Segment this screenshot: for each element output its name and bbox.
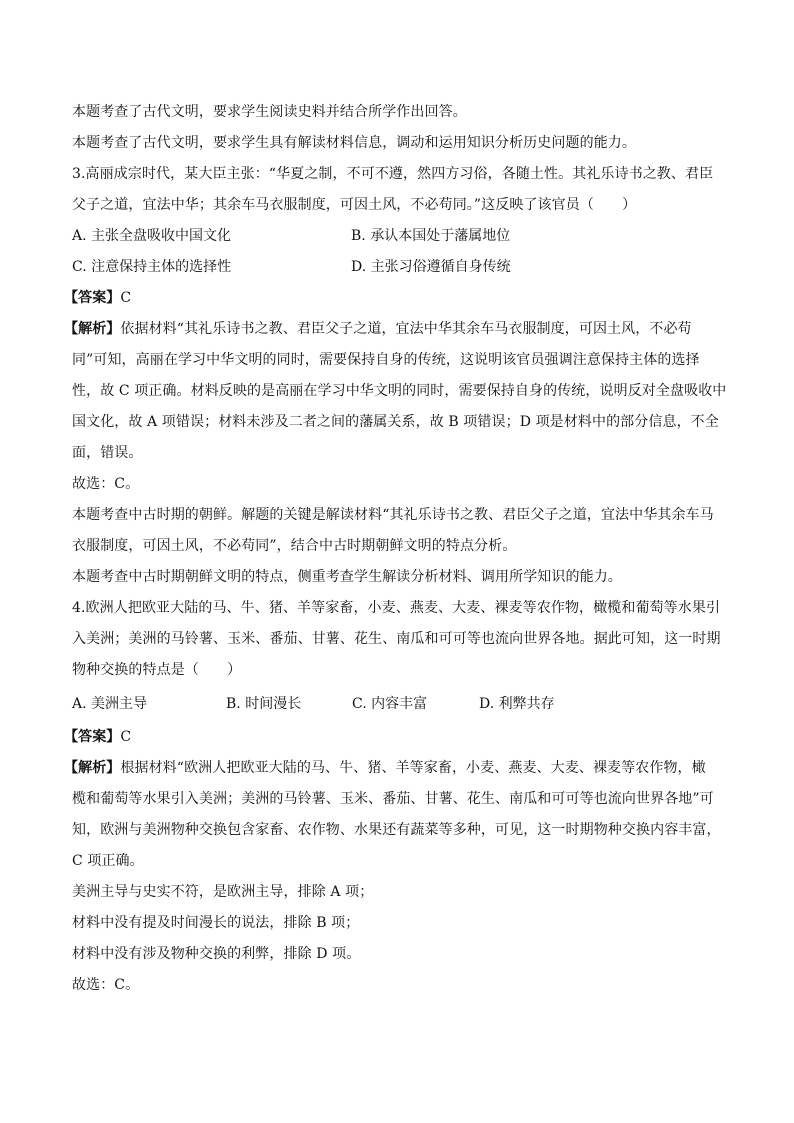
q4-stem-line-2: 入美洲；美洲的马铃薯、玉米、番茄、甘薯、花生、南瓜和可可等也流向世界各地。据此可知，这一时期 xyxy=(72,631,721,647)
answer-value: C xyxy=(120,290,132,306)
q4-exclude-line-2: 材料中没有提及时间漫长的说法，排除 B 项； xyxy=(72,915,360,931)
q4-analysis-line-4: C 项正确。 xyxy=(72,853,144,869)
intro-ability-line: 本题考查了古代文明，要求学生具有解读材料信息，调动和运用知识分析历史问题的能力。 xyxy=(72,135,636,151)
q3-option-a: A. 主张全盘吸收中国文化 xyxy=(72,228,232,244)
intro-summary-line: 本题考查了古代文明，要求学生阅读史料并结合所学作出回答。 xyxy=(72,104,467,120)
q4-analysis-line-1 xyxy=(64,759,738,777)
q3-choose: 故选：C。 xyxy=(72,476,140,492)
q4-analysis-line-3: 知，欧洲与美洲物种交换包含家畜、农作物、水果还有蔬菜等多种，可见，这一时期物种交换内容丰富， xyxy=(72,822,721,838)
q4-stem-line-1: 4.欧洲人把欧亚大陆的马、牛、猪、羊等家畜，小麦、燕麦、大麦、裸麦等农作物，橄榄和葡萄等水果引 xyxy=(72,600,721,616)
q3-answer xyxy=(64,289,738,307)
q4-choose: 故选：C。 xyxy=(72,977,140,993)
q4-stem-line-3: 物种交换的特点是（ ） xyxy=(72,662,242,678)
q4-exclude-line-1: 美洲主导与史实不符，是欧洲主导，排除 A 项； xyxy=(72,884,374,900)
q3-analysis-line-2: 同”可知，高丽在学习中华文明的同时，需要保持自身的传统，这说明该官员强调注意保持主体的选择 xyxy=(72,352,700,368)
analysis-text: 依据材料“其礼乐诗书之教、君臣父子之道，宜法中华其余车马衣服制度，可因土风，不必苟 xyxy=(120,321,692,337)
q3-analysis-line-5: 面，错误。 xyxy=(72,445,143,461)
analysis-tag: 【解析】 xyxy=(64,321,121,337)
q3-option-c: C. 注意保持主体的选择性 xyxy=(72,259,232,275)
q4-option-d: D. 利弊共存 xyxy=(479,696,555,712)
q3-note-line-3: 本题考查中古时期朝鲜文明的特点，侧重考查学生解读分析材料、调用所学知识的能力。 xyxy=(72,569,622,585)
q3-note-line-2: 衣服制度，可因土风，不必苟同”，结合中古时期朝鲜文明的特点分析。 xyxy=(72,538,517,554)
q4-exclude-line-3: 材料中没有涉及物种交换的利弊，排除 D 项。 xyxy=(72,946,361,962)
q3-analysis-line-1 xyxy=(64,320,738,338)
q3-note-line-1: 本题考查中古时期的朝鲜。解题的关键是解读材料“其礼乐诗书之教、君臣父子之道，宜法中华其余车马 xyxy=(72,507,714,523)
q4-answer xyxy=(64,728,738,746)
q3-option-b: B. 承认本国处于藩属地位 xyxy=(351,228,511,244)
answer-tag: 【答案】 xyxy=(64,729,121,745)
analysis-text: 根据材料“欧洲人把欧亚大陆的马、牛、猪、羊等家畜，小麦、燕麦、大麦、裸麦等农作物，橄 xyxy=(120,760,706,776)
analysis-tag: 【解析】 xyxy=(64,760,121,776)
q3-analysis-line-4: 国文化，故 A 项错误；材料未涉及二者之间的藩属关系，故 B 项错误；D 项是材料中的部分信息，不全 xyxy=(72,414,719,430)
q3-option-d: D. 主张习俗遵循自身传统 xyxy=(351,259,511,275)
q4-option-b: B. 时间漫长 xyxy=(226,696,302,712)
q3-stem-line-2: 父子之道，宜法中华；其余车马衣服制度，可因土风，不必苟同。”这反映了该官员（ ） xyxy=(72,197,637,213)
answer-tag: 【答案】 xyxy=(64,290,121,306)
q3-stem-line-1: 3.高丽成宗时代，某大臣主张：“华夏之制，不可不遵，然四方习俗，各随土性。其礼乐诗书之教、君臣 xyxy=(72,166,714,182)
q3-analysis-line-3: 性，故 C 项正确。材料反映的是高丽在学习中华文明的同时，需要保持自身的传统，说明反对全盘吸收中 xyxy=(72,383,727,399)
q4-option-a: A. 美洲主导 xyxy=(72,696,148,712)
answer-value: C xyxy=(120,729,132,745)
q4-option-c: C. 内容丰富 xyxy=(352,696,428,712)
q4-analysis-line-2: 榄和葡萄等水果引入美洲；美洲的马铃薯、玉米、番茄、甘薯、花生、南瓜和可可等也流向世界各地”可 xyxy=(72,791,714,807)
